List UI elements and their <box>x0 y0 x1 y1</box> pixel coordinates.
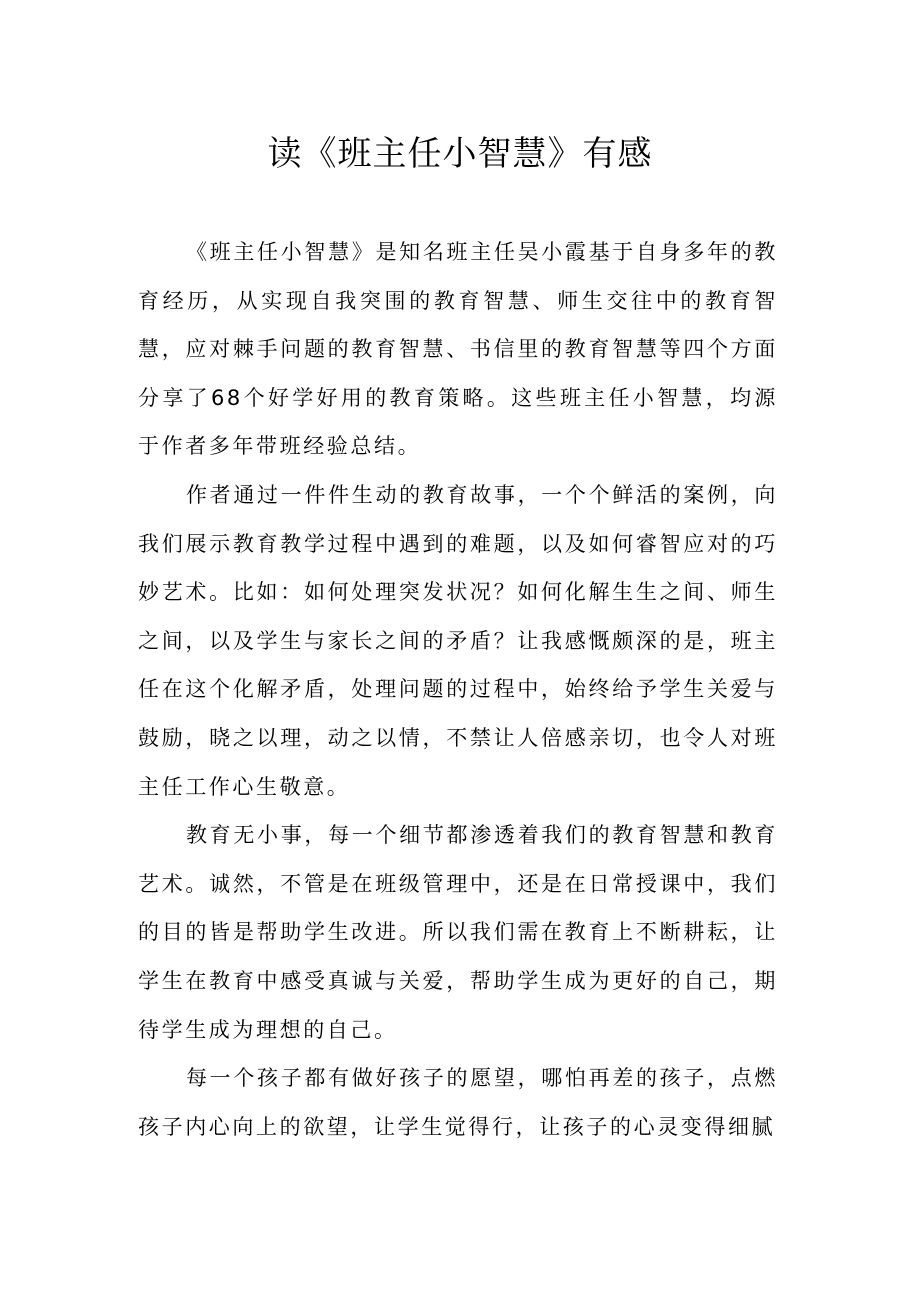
paragraph-2: 作者通过一件件生动的教育故事，一个个鲜活的案例，向我们展示教育教学过程中遇到的难题，以及如何睿智应对的巧妙艺术。比如：如何处理突发状况？如何化解生生之间、师生之间，以及学生与家长之间的矛盾？让我感慨颇深的是，班主任在这个化解矛盾，处理问题的过程中，始终给予学生关爱与鼓励，晓之以理，动之以情，不禁让人倍感亲切，也令人对班主任工作心生敬意。 <box>138 482 778 799</box>
document-title: 读《班主任小智慧》有感 <box>267 134 653 174</box>
document-body <box>138 228 778 1151</box>
paragraph-4: 每一个孩子都有做好孩子的愿望，哪怕再差的孩子，点燃孩子内心向上的欲望，让学生觉得行，让孩子的心灵变得细腻 <box>138 1066 778 1139</box>
paragraph-1: 《班主任小智慧》是知名班主任吴小霞基于自身多年的教育经历，从实现自我突围的教育智慧、师生交往中的教育智慧，应对棘手问题的教育智慧、书信里的教育智慧等四个方面分享了68个好学好用的教育策略。这些班主任小智慧，均源于作者多年带班经验总结。 <box>138 240 778 459</box>
paragraph-3: 教育无小事，每一个细节都渗透着我们的教育智慧和教育艺术。诚然，不管是在班级管理中，还是在日常授课中，我们的目的皆是帮助学生改进。所以我们需在教育上不断耕耘，让学生在教育中感受真诚与关爱，帮助学生成为更好的自己，期待学生成为理想的自己。 <box>138 823 778 1042</box>
